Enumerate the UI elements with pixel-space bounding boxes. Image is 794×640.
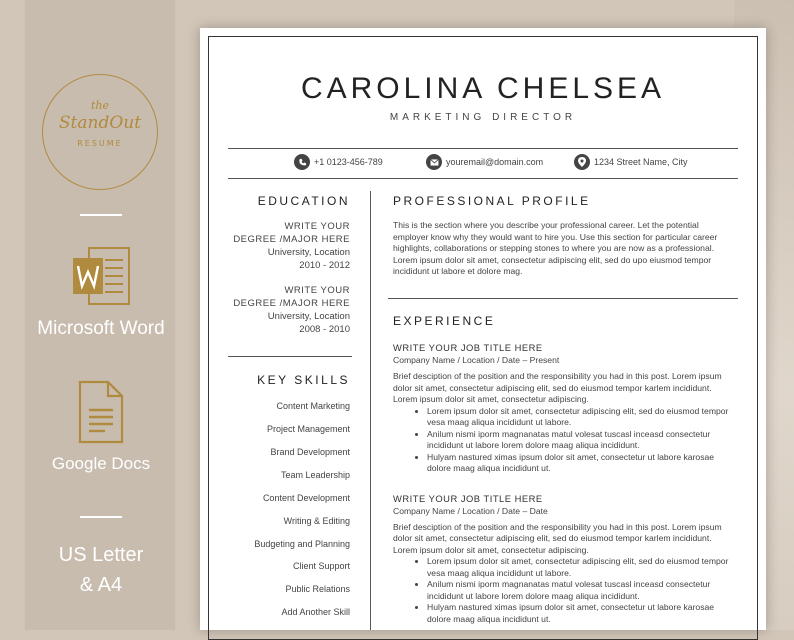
job-subtitle: Company Name / Location / Date – Present [393, 355, 560, 365]
education-years: 2010 - 2012 [299, 260, 350, 271]
resume-document [200, 28, 766, 630]
skill-item: Content Development [262, 493, 350, 503]
education-item [228, 284, 350, 336]
divider-line [228, 148, 738, 149]
degree-line-1: WRITE YOUR [284, 285, 350, 296]
job-bullets [427, 556, 733, 625]
candidate-title: MARKETING DIRECTOR [389, 112, 577, 123]
education-heading: EDUCATION [257, 194, 350, 208]
divider-line [388, 298, 738, 299]
standout-resume-logo [42, 74, 158, 190]
contact-phone [294, 154, 383, 170]
skill-item: Budgeting and Planning [254, 539, 350, 549]
logo-line-3: RESUME [77, 139, 123, 148]
phone-icon [294, 154, 310, 170]
job-subtitle: Company Name / Location / Date – Date [393, 505, 548, 516]
email-icon [426, 154, 442, 170]
experience-section [393, 314, 733, 625]
degree-line-2: DEGREE /MAJOR HERE [233, 298, 350, 309]
skill-item: Project Management [266, 424, 350, 434]
skill-item: Public Relations [285, 584, 350, 594]
job-description: Brief desciption of the position and the responsibility you had in this post. Lorem ipsum dolor sit amet, consectetur adipiscing elit, sed do eiusmod tempor karlem incididunt. Lorem ipsum dolor sit amet, consectetur adipiscing. [393, 371, 722, 404]
degree-line-1: WRITE YOUR [284, 221, 350, 232]
logo-line-1: the [90, 99, 109, 112]
skill-item: Writing & Editing [283, 516, 350, 526]
divider-line [228, 356, 352, 357]
promo-sidebar [24, 0, 176, 630]
paper-size-line-1: US Letter [58, 544, 144, 566]
bullet-item: • Lorem ipsum dolor sit amet, consectetur adipiscing elit, sed do eiusmod tempor vesa maag aliqua incididunt ut labore. [427, 556, 733, 579]
bullet-item: • Anilum nismi iporm magnanatas matul volesat tuscasl inceasd consectetur incididunt ut labore lorem dolore maag aliqua incididunt. [427, 579, 733, 602]
education-location: University, Location [267, 247, 350, 258]
skill-item: Add Another Skill [281, 607, 350, 617]
contact-email [426, 154, 543, 170]
contact-address [574, 154, 688, 170]
format-label-word: Microsoft Word [37, 318, 165, 339]
email-text: youremail@domain.com [446, 157, 544, 167]
google-docs-icon [25, 380, 177, 450]
skills-heading: KEY SKILLS [257, 373, 350, 387]
degree-line-2: DEGREE /MAJOR HERE [233, 234, 350, 245]
bullet-item: • Hulyam nastured ximas ipsum dolor sit amet, consectetur ut labore karosae dolore maag aliqua incididunt ut. [427, 452, 733, 475]
skill-item: Content Marketing [276, 401, 350, 411]
skill-item: Client Support [292, 561, 350, 571]
profile-heading: PROFESSIONAL PROFILE [393, 194, 591, 208]
column-divider [370, 191, 371, 630]
profile-text: This is the section where you describe your professional career. Let the potential employer know why they would want to hire you. Use this section for particular career highlights, collaborations or stepping stones to where you are now as a professional. Lorem ipsum dolor sit amet, consectetur adipiscing elit, sed do upo eiusmod tempor incididunt ut labore et dolore mag. [393, 220, 718, 276]
job-bullets [427, 406, 733, 475]
skill-item: Team Leadership [280, 470, 350, 480]
education-location: University, Location [267, 311, 350, 322]
skill-item: Brand Development [270, 447, 350, 457]
job-title: WRITE YOUR JOB TITLE HERE [393, 342, 543, 353]
location-pin-icon [574, 154, 590, 170]
job-title: WRITE YOUR JOB TITLE HERE [393, 492, 543, 504]
education-section [228, 194, 350, 336]
job-entry [393, 493, 733, 626]
phone-text: +1 0123-456-789 [314, 157, 383, 167]
profile-section [393, 194, 733, 278]
divider-line [228, 178, 738, 179]
candidate-name: CAROLINA CHELSEA [300, 72, 666, 105]
bullet-item: • Anilum nismi iporm magnanatas matul volesat tuscasl inceasd consectetur incididunt ut labore lorem dolore maag aliqua incididunt. [427, 429, 733, 452]
divider [80, 214, 122, 216]
bullet-item: • Lorem ipsum dolor sit amet, consectetur adipiscing elit, sed do eiusmod tempor vesa maag aliqua incididunt ut labore. [427, 406, 733, 429]
job-entry [393, 342, 733, 475]
logo-line-2: StandOut [58, 113, 142, 133]
word-document-icon [25, 246, 177, 312]
divider [80, 516, 122, 518]
paper-size-line-2: & A4 [79, 574, 123, 596]
education-years: 2008 - 2010 [299, 324, 350, 335]
bullet-item: • Hulyam nastured ximas ipsum dolor sit amet, consectetur ut labore karosae dolore maag aliqua incididunt ut. [427, 602, 733, 625]
skills-heading-wrap [228, 373, 350, 387]
education-item [228, 220, 350, 272]
address-text: 1234 Street Name, City [594, 157, 688, 167]
job-description: Brief desciption of the position and the responsibility you had in this post. Lorem ipsum dolor sit amet, consectetur adipiscing elit, sed do eiusmod tempor karlem incididunt. Lorem ipsum dolor sit amet, consectetur adipiscing. [393, 521, 722, 555]
format-label-google-docs: Google Docs [51, 454, 151, 473]
experience-heading: EXPERIENCE [393, 314, 496, 328]
